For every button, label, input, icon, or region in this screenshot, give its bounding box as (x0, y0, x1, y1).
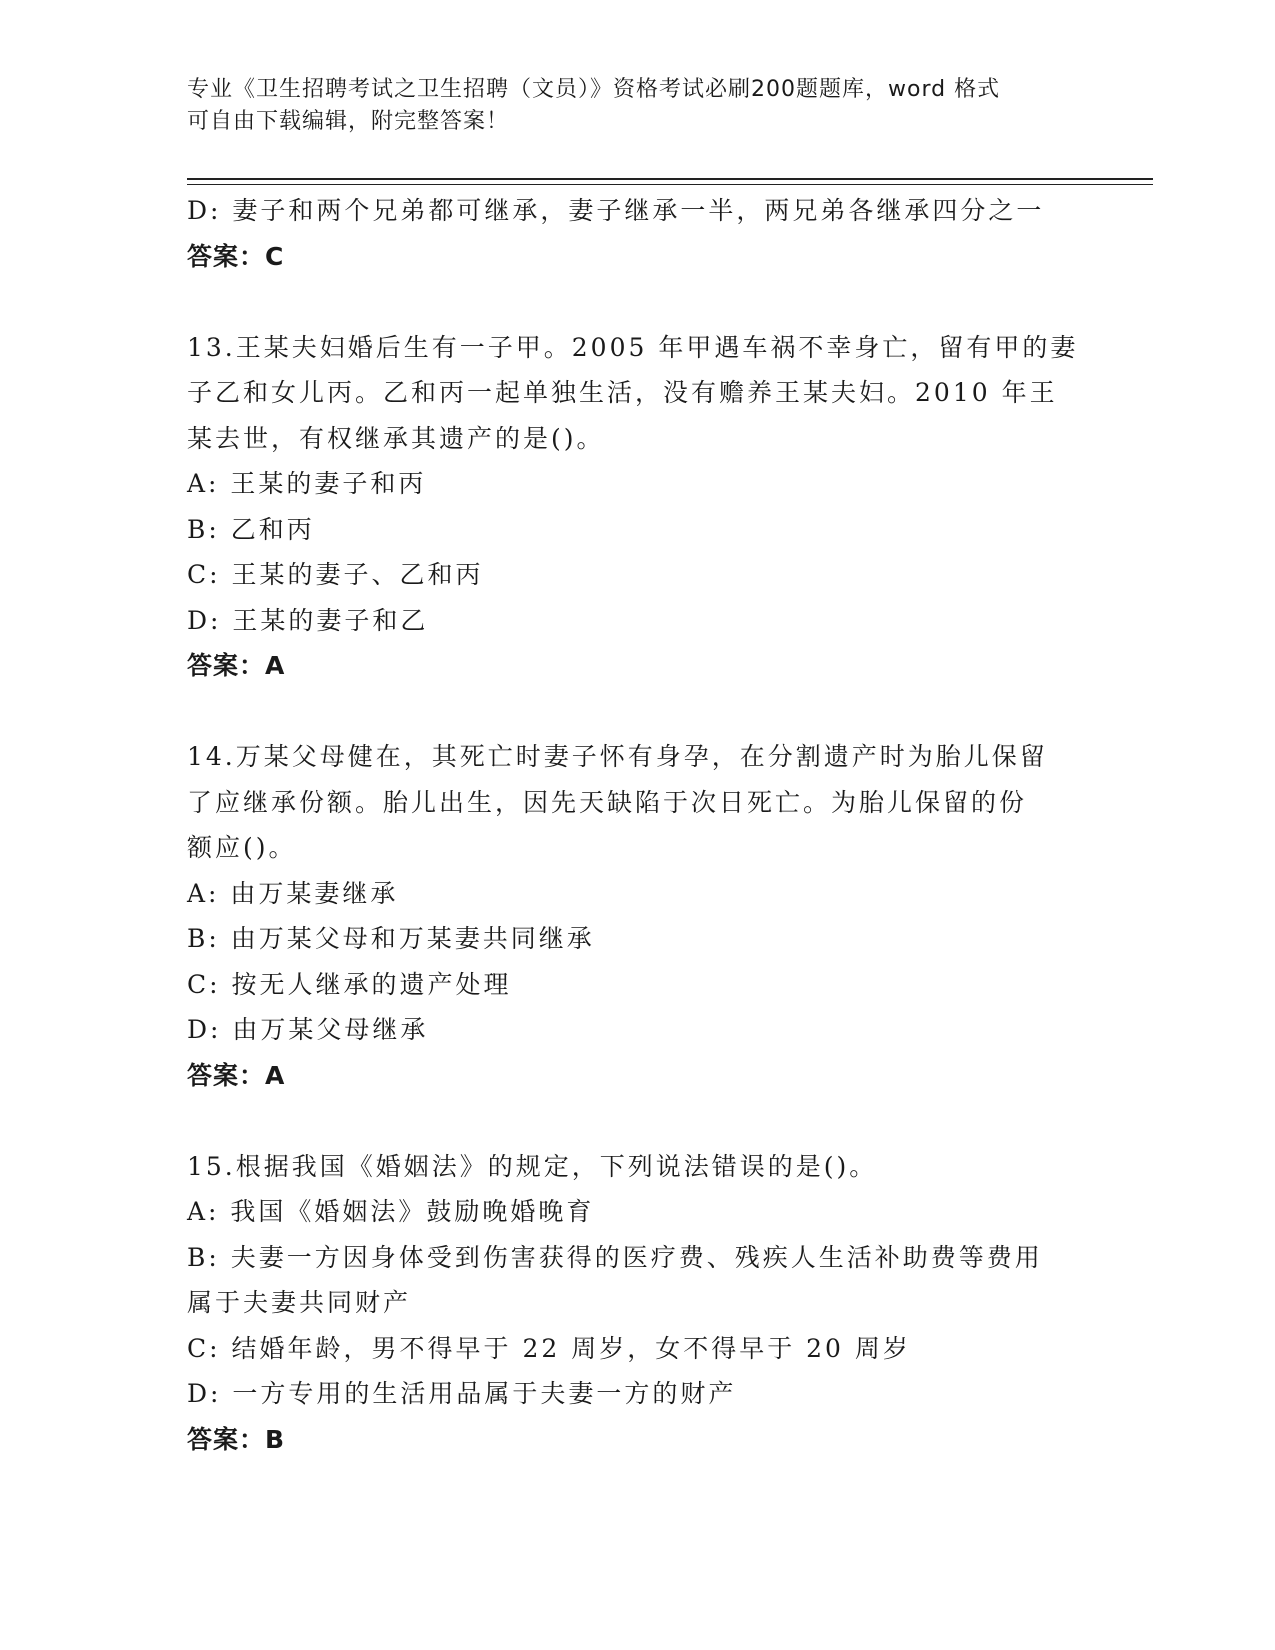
q13-option-d: D: 王某的妻子和乙 (187, 605, 429, 635)
spacer (187, 1098, 1087, 1144)
q14-stem-line-3: 额应()。 (187, 833, 297, 862)
q14-stem-line-1: 14.万某父母健在，其死亡时妻子怀有身孕，在分割遗产时为胎儿保留 (187, 742, 1048, 771)
question-content (187, 188, 1087, 1462)
q14-option-a: A: 由万某妻继承 (187, 878, 399, 908)
document-header (187, 74, 1087, 138)
q15-option-b-cont: 属于夫妻共同财产 (187, 1288, 412, 1317)
header-line-2: 可自由下载编辑，附完整答案！ (187, 109, 510, 134)
q15-option-d: D: 一方专用的生活用品属于夫妻一方的财产 (187, 1379, 737, 1408)
q15-answer: 答案：B (187, 1424, 286, 1454)
q14-option-c: C: 按无人继承的遗产处理 (187, 969, 512, 999)
q14-option-d: D: 由万某父母继承 (187, 1015, 429, 1044)
prev-answer: 答案：C (187, 241, 285, 271)
q15-option-c: C: 结婚年龄，男不得早于 22 周岁，女不得早于 20 周岁 (187, 1333, 911, 1363)
q13-stem-line-3: 某去世，有权继承其遗产的是()。 (187, 423, 605, 453)
q13-answer: 答案：A (187, 651, 286, 680)
q13-option-b: B: 乙和丙 (187, 514, 315, 544)
q13-stem-line-2: 子乙和女儿丙。乙和丙一起单独生活，没有赡养王某夫妇。2010 年王 (187, 378, 1058, 407)
q13-option-c: C: 王某的妻子、乙和丙 (187, 560, 484, 589)
header-divider-thin (187, 184, 1153, 185)
header-line-1: 专业《卫生招聘考试之卫生招聘（文员）》资格考试必刷200题题库，word 格式 (187, 77, 1001, 102)
q14-option-b: B: 由万某父母和万某妻共同继承 (187, 924, 595, 953)
q15-stem-line-1: 15.根据我国《婚姻法》的规定，下列说法错误的是()。 (187, 1151, 878, 1181)
q14-answer: 答案：A (187, 1060, 286, 1090)
spacer (187, 279, 1087, 325)
prev-option-d: D: 妻子和两个兄弟都可继承，妻子继承一半，两兄弟各继承四分之一 (187, 196, 1045, 225)
q13-option-a: A: 王某的妻子和丙 (187, 469, 427, 498)
q15-option-a: A: 我国《婚姻法》鼓励晚婚晚育 (187, 1197, 595, 1226)
q15-option-b: B: 夫妻一方因身体受到伤害获得的医疗费、残疾人生活补助费等费用 (187, 1242, 1043, 1272)
spacer (187, 689, 1087, 735)
header-divider-thick (187, 178, 1153, 180)
q13-stem-line-1: 13.王某夫妇婚后生有一子甲。2005 年甲遇车祸不幸身亡，留有甲的妻 (187, 332, 1079, 362)
q14-stem-line-2: 了应继承份额。胎儿出生，因先天缺陷于次日死亡。为胎儿保留的份 (187, 787, 1028, 817)
